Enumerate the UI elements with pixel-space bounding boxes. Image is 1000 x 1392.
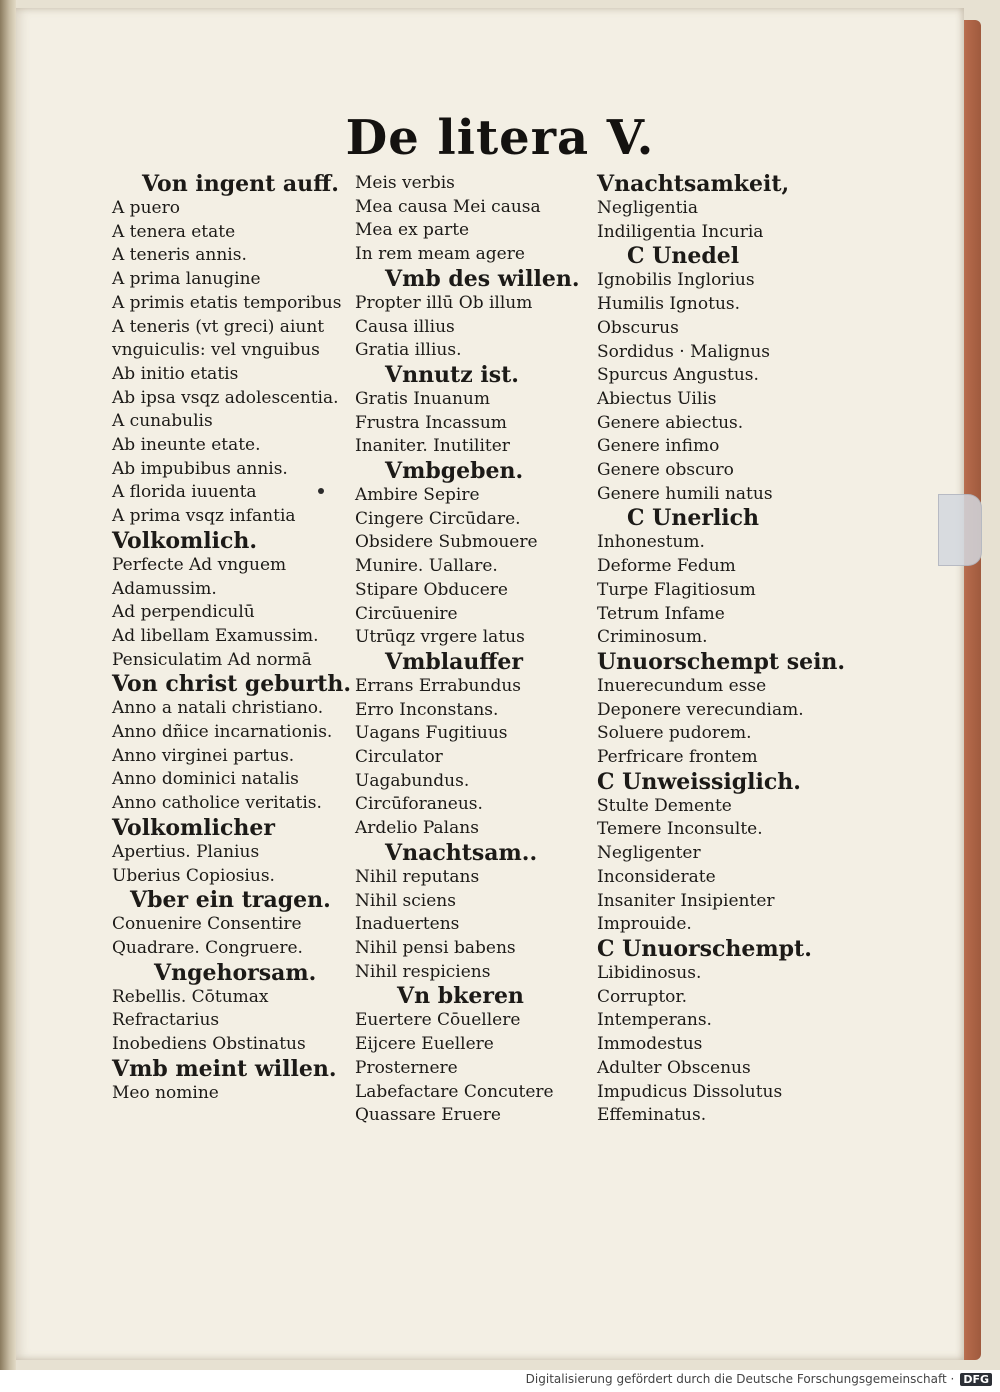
entry-line: Circulator <box>355 747 443 768</box>
left-column <box>112 172 362 1106</box>
entry-line: Adamussim. <box>112 578 217 599</box>
entry-heading: Vmb des willen. <box>385 265 580 292</box>
entry-line: A cunabulis <box>112 411 213 432</box>
entry-line: Negligenter <box>597 843 701 864</box>
entry-line: Utrūqz vrgere latus <box>355 627 525 648</box>
entry-line: Genere humili natus <box>597 483 773 504</box>
entry-line: Anno catholice veritatis. <box>112 793 322 814</box>
entry-line: A puero <box>112 198 180 218</box>
entry-heading: Vnnutz ist. <box>385 361 519 388</box>
entry-line: Inhonestum. <box>597 532 705 553</box>
entry-line: Eijcere Euellere <box>355 1034 494 1055</box>
entry-heading: Vngehorsam. <box>154 959 317 986</box>
entry-line: Criminosum. <box>597 627 708 648</box>
entry-line: Uagabundus. <box>355 770 470 791</box>
entry-line: Humilis Ignotus. <box>597 294 741 315</box>
entry-line: Ignobilis Inglorius <box>597 270 755 291</box>
entry-line: Prosternere <box>355 1057 458 1078</box>
entry-line: Spurcus Angustus. <box>597 365 759 386</box>
entry-line: Gratis Inuanum <box>355 388 491 409</box>
entry-heading: Vber ein tragen. <box>130 887 331 914</box>
entry-line: Euertere Cōuellere <box>355 1010 521 1031</box>
entry-line: Labefactare Concutere <box>355 1081 554 1102</box>
entry-line: Mea ex parte <box>355 220 470 241</box>
entry-line: Mea causa Mei causa <box>355 196 541 217</box>
page-tab-marker <box>938 494 982 566</box>
entry-line: A prima vsqz infantia <box>112 506 296 527</box>
entry-line: Propter illū Ob illum <box>355 292 533 313</box>
entry-line: Inaniter. Inutiliter <box>355 436 510 457</box>
entry-heading: Von ingent auff. <box>142 171 339 197</box>
entry-line: Perfecte Ad vnguem <box>112 554 287 575</box>
entry-line: Uberius Copiosius. <box>112 865 275 886</box>
entry-heading: Volkomlicher <box>112 814 275 841</box>
entry-line: Ad perpendiculū <box>112 602 255 623</box>
entry-line: Adulter Obscenus <box>597 1057 751 1078</box>
entry-line: Circūuenire <box>355 603 458 624</box>
entry-line: Abiectus Uilis <box>597 388 717 409</box>
entry-line: Intemperans. <box>597 1010 712 1031</box>
entry-line: Ab ineunte etate. <box>112 435 261 456</box>
entry-line: Obscurus <box>597 317 679 338</box>
entry-line: Ab impubibus annis. <box>112 458 288 479</box>
entry-line: Frustra Incassum <box>355 412 507 433</box>
entry-line: Sordidus · Malignus <box>597 341 771 362</box>
entry-line: A tenera etate <box>112 221 236 242</box>
ink-dot <box>318 488 324 494</box>
entry-heading: Vmb meint willen. <box>112 1055 337 1082</box>
entry-line: Nihil reputans <box>355 866 480 887</box>
entry-line: Ab ipsa vsqz adolescentia. <box>112 387 339 408</box>
entry-line: Anno dominici natalis <box>112 769 299 790</box>
entry-line: Tetrum Infame <box>597 603 725 624</box>
entry-line: Ab initio etatis <box>112 363 239 384</box>
entry-line: Obsidere Submouere <box>355 532 538 553</box>
entry-line: Munire. Uallare. <box>355 556 498 577</box>
entry-line: Impudicus Dissolutus <box>597 1081 783 1102</box>
entry-line: In rem meam agere <box>355 244 525 265</box>
entry-line: Genere abiectus. <box>597 412 744 433</box>
entry-heading: Vn bkeren <box>397 983 524 1010</box>
entry-line: Errans Errabundus <box>355 675 522 696</box>
entry-line: A prima lanugine <box>112 269 261 290</box>
entry-line: Conuenire Consentire <box>112 914 302 935</box>
entry-heading: C Unweissiglich. <box>597 768 801 795</box>
entry-line: Deponere verecundiam. <box>597 699 804 720</box>
entry-line: Refractarius <box>112 1010 220 1031</box>
entry-line: Pensiculatim Ad normā <box>112 649 312 670</box>
entry-line: Effeminatus. <box>597 1105 707 1126</box>
entry-line: Gratia illius. <box>355 340 462 361</box>
entry-line: Libidinosus. <box>597 962 702 983</box>
entry-line: Turpe Flagitiosum <box>597 579 756 600</box>
entry-line: Rebellis. Cōtumax <box>112 986 269 1007</box>
entry-heading: Von christ geburth. <box>112 671 352 698</box>
entry-line: Negligentia <box>597 198 698 218</box>
entry-heading: Unuorschempt sein. <box>597 648 846 675</box>
entry-heading: Vnachtsamkeit, <box>597 171 790 197</box>
entry-line: Meo nomine <box>112 1082 219 1103</box>
entry-line: Insaniter Insipienter <box>597 890 775 911</box>
entry-line: vnguiculis: vel vnguibus <box>112 340 320 361</box>
entry-line: Circūforaneus. <box>355 794 483 815</box>
entry-line: Temere Inconsulte. <box>597 819 763 840</box>
entry-line: Causa illius <box>355 316 455 337</box>
entry-heading: Vmbgeben. <box>385 458 524 485</box>
entry-line: Indiligentia Incuria <box>597 221 764 242</box>
entry-line: Apertius. Planius <box>112 841 260 862</box>
right-column <box>597 171 846 1128</box>
entry-line: Anno a natali christiano. <box>112 698 324 719</box>
entry-line: Nihil respiciens <box>355 961 491 982</box>
entry-heading: C Unerlich <box>627 505 760 532</box>
entry-heading: Vmblauffer <box>385 648 523 675</box>
entry-line: Deforme Fedum <box>597 556 736 577</box>
entry-line: Improuide. <box>597 914 692 935</box>
entry-line: Meis verbis <box>355 173 455 193</box>
entry-heading: Volkomlich. <box>112 527 258 554</box>
entry-line: A primis etatis temporibus <box>112 292 342 313</box>
footer-text: Digitalisierung gefördert durch die Deutsche Forschungsgemeinschaft · <box>525 1372 955 1386</box>
entry-line: Immodestus <box>597 1034 703 1055</box>
entry-line: Perfricare frontem <box>597 747 758 768</box>
entry-line: Nihil pensi babens <box>355 937 516 958</box>
entry-line: Ad libellam Examussim. <box>112 625 319 646</box>
entry-line: Anno virginei partus. <box>112 745 295 766</box>
entry-line: A teneris (vt greci) aiunt <box>112 316 325 337</box>
entry-line: Inaduertens <box>355 914 460 935</box>
entry-line: Corruptor. <box>597 986 688 1007</box>
entry-line: Genere infimo <box>597 436 720 457</box>
entry-line: A florida iuuenta <box>112 482 257 503</box>
entry-line: Anno dñice incarnationis. <box>112 722 333 743</box>
entry-line: A teneris annis. <box>112 245 247 266</box>
entry-line: Ambire Sepire <box>355 485 480 506</box>
entry-line: Stulte Demente <box>597 795 732 816</box>
entry-line: Uagans Fugitiuus <box>355 723 508 744</box>
entry-line: Genere obscuro <box>597 460 734 481</box>
entry-line: Cingere Circūdare. <box>355 508 521 529</box>
dfg-logo: DFG <box>960 1373 992 1386</box>
middle-column <box>355 172 605 1128</box>
entry-line: Inconsiderate <box>597 866 716 887</box>
footer <box>526 1372 992 1386</box>
entry-line: Stipare Obducere <box>355 579 508 600</box>
entry-line: Soluere pudorem. <box>597 723 752 744</box>
entry-heading: C Unedel <box>627 243 740 270</box>
entry-line: Inobediens Obstinatus <box>112 1034 306 1055</box>
entry-heading: C Unuorschempt. <box>597 935 812 962</box>
entry-line: Erro Inconstans. <box>355 699 499 720</box>
page-title: De litera V. <box>345 110 655 166</box>
entry-heading: Vnachtsam.. <box>385 839 538 866</box>
entry-line: Quadrare. Congruere. <box>112 937 303 958</box>
book-binding <box>0 0 16 1370</box>
entry-line: Quassare Eruere <box>355 1105 501 1126</box>
entry-line: Nihil sciens <box>355 890 456 911</box>
entry-line: Ardelio Palans <box>355 818 479 839</box>
entry-line: Inuerecundum esse <box>597 675 767 696</box>
